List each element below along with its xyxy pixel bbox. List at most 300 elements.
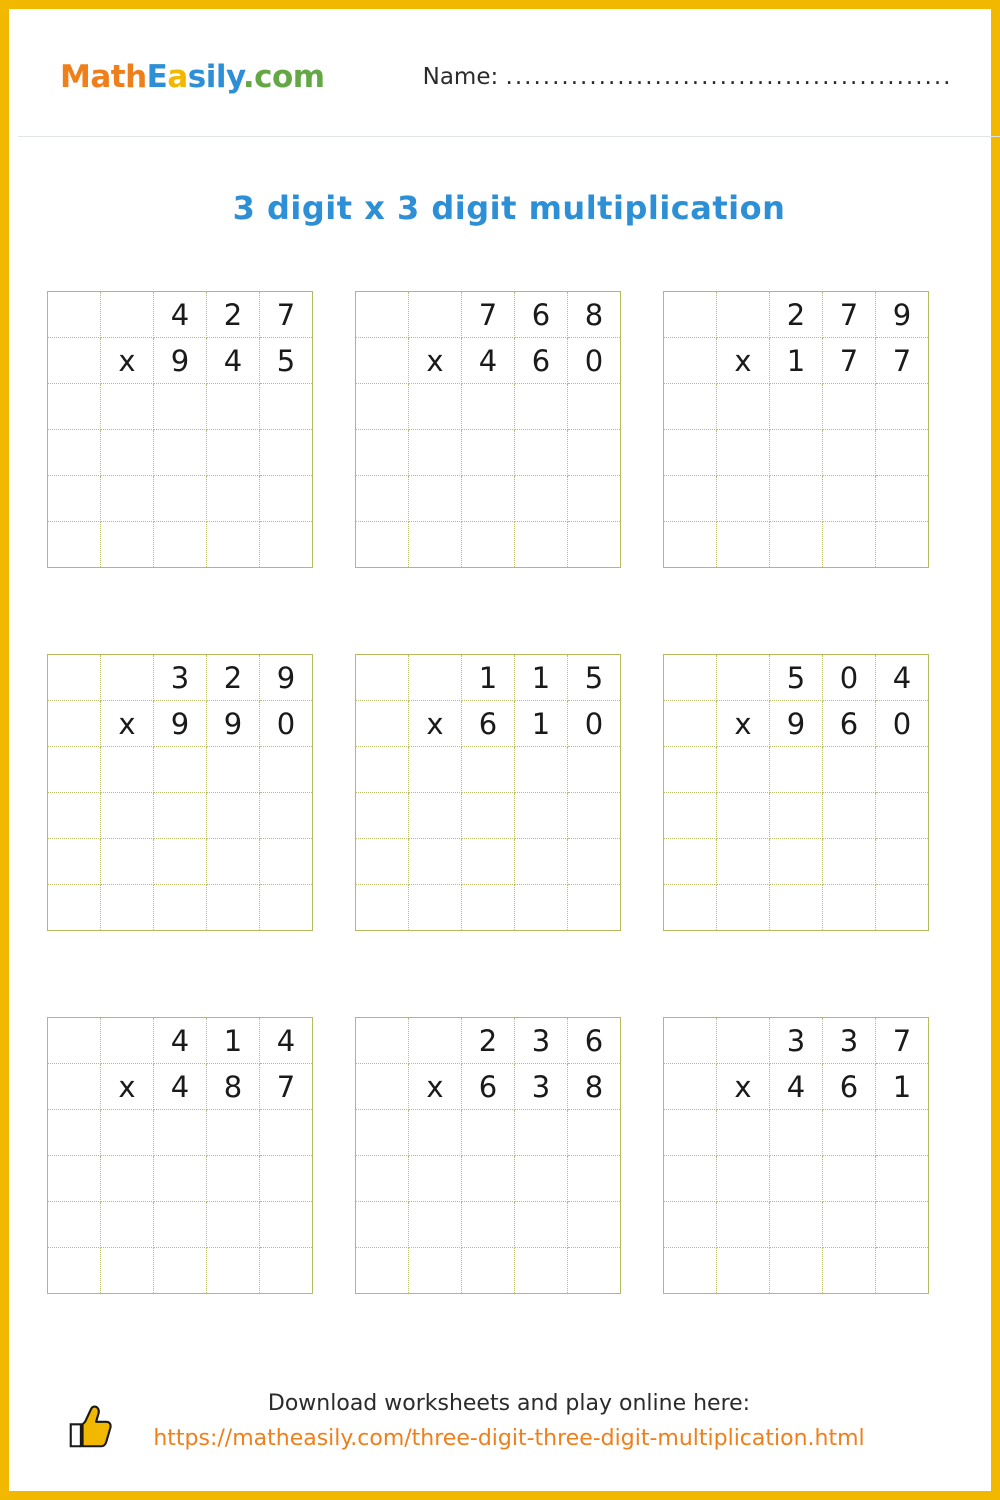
- digit: 4: [462, 338, 515, 384]
- answer-cell[interactable]: [515, 1248, 568, 1294]
- blank-cell: [717, 292, 770, 338]
- answer-cell[interactable]: [260, 1156, 313, 1202]
- answer-cell[interactable]: [717, 1156, 770, 1202]
- work-row[interactable]: [664, 384, 929, 430]
- answer-cell[interactable]: [207, 1248, 260, 1294]
- work-row[interactable]: [664, 747, 929, 793]
- answer-cell[interactable]: [154, 793, 207, 839]
- answer-cell[interactable]: [515, 1202, 568, 1248]
- answer-cell[interactable]: [356, 1110, 409, 1156]
- multiplicand-row: [664, 655, 929, 701]
- answer-cell[interactable]: [48, 1202, 101, 1248]
- answer-cell[interactable]: [664, 476, 717, 522]
- answer-cell[interactable]: [717, 1248, 770, 1294]
- answer-cell[interactable]: [876, 1202, 929, 1248]
- answer-cell[interactable]: [717, 793, 770, 839]
- answer-cell[interactable]: [515, 885, 568, 931]
- blank-cell: [48, 338, 101, 384]
- answer-cell[interactable]: [876, 885, 929, 931]
- answer-cell[interactable]: [876, 522, 929, 568]
- total-row[interactable]: [48, 1248, 313, 1294]
- work-row[interactable]: [356, 747, 621, 793]
- work-row[interactable]: [48, 476, 313, 522]
- digit: 5: [568, 655, 621, 701]
- answer-cell[interactable]: [770, 793, 823, 839]
- footer-link[interactable]: https://matheasily.com/three-digit-three-digit-multiplication.html: [153, 1426, 865, 1451]
- answer-cell[interactable]: [717, 747, 770, 793]
- digit: 7: [876, 338, 929, 384]
- digit: 1: [515, 701, 568, 747]
- problem-cell: [355, 654, 663, 931]
- answer-cell[interactable]: [101, 793, 154, 839]
- answer-cell[interactable]: [356, 1248, 409, 1294]
- problem-cell: [663, 654, 971, 931]
- digit: 1: [207, 1018, 260, 1064]
- multiplier-row: [664, 1064, 929, 1110]
- answer-cell[interactable]: [260, 1248, 313, 1294]
- answer-cell[interactable]: [568, 522, 621, 568]
- answer-cell[interactable]: [154, 1156, 207, 1202]
- work-row[interactable]: [48, 1156, 313, 1202]
- answer-cell[interactable]: [356, 839, 409, 885]
- work-row[interactable]: [48, 430, 313, 476]
- digit: 4: [876, 655, 929, 701]
- work-row[interactable]: [356, 793, 621, 839]
- answer-cell[interactable]: [356, 522, 409, 568]
- blank-cell: [664, 701, 717, 747]
- answer-cell[interactable]: [154, 747, 207, 793]
- answer-cell[interactable]: [823, 1110, 876, 1156]
- answer-cell[interactable]: [568, 885, 621, 931]
- multiplicand-row: [356, 655, 621, 701]
- problem-cell: [663, 1017, 971, 1294]
- answer-cell[interactable]: [770, 430, 823, 476]
- blank-cell: [48, 1064, 101, 1110]
- answer-cell[interactable]: [462, 476, 515, 522]
- answer-cell[interactable]: [770, 747, 823, 793]
- answer-cell[interactable]: [823, 747, 876, 793]
- digit: 3: [823, 1018, 876, 1064]
- blank-cell: [664, 338, 717, 384]
- answer-cell[interactable]: [356, 384, 409, 430]
- answer-cell[interactable]: [154, 476, 207, 522]
- answer-cell[interactable]: [154, 522, 207, 568]
- work-row[interactable]: [48, 839, 313, 885]
- blank-cell: [664, 655, 717, 701]
- answer-cell[interactable]: [260, 476, 313, 522]
- answer-cell[interactable]: [462, 1202, 515, 1248]
- answer-cell[interactable]: [154, 1248, 207, 1294]
- page-footer: [9, 1391, 1000, 1451]
- answer-cell[interactable]: [664, 839, 717, 885]
- answer-cell[interactable]: [717, 522, 770, 568]
- digit: 6: [515, 338, 568, 384]
- answer-cell[interactable]: [717, 476, 770, 522]
- answer-cell[interactable]: [515, 747, 568, 793]
- operator-cell: x: [101, 338, 154, 384]
- answer-cell[interactable]: [664, 522, 717, 568]
- multiplicand-row: [48, 292, 313, 338]
- problem-cell: [47, 1017, 355, 1294]
- answer-cell[interactable]: [462, 885, 515, 931]
- problem-2: [355, 291, 621, 568]
- answer-cell[interactable]: [515, 384, 568, 430]
- answer-cell[interactable]: [823, 1248, 876, 1294]
- answer-cell[interactable]: [462, 793, 515, 839]
- operator-cell: x: [717, 1064, 770, 1110]
- answer-cell[interactable]: [823, 476, 876, 522]
- answer-cell[interactable]: [409, 747, 462, 793]
- work-row[interactable]: [356, 839, 621, 885]
- answer-cell[interactable]: [876, 1156, 929, 1202]
- answer-cell[interactable]: [154, 384, 207, 430]
- answer-cell[interactable]: [876, 476, 929, 522]
- answer-cell[interactable]: [462, 839, 515, 885]
- operator-cell: x: [101, 701, 154, 747]
- logo-part-4: sily: [187, 59, 243, 95]
- operator-cell: x: [409, 338, 462, 384]
- work-row[interactable]: [356, 476, 621, 522]
- answer-cell[interactable]: [356, 430, 409, 476]
- multiplier-row: [664, 701, 929, 747]
- problem-cell: [355, 1017, 663, 1294]
- digit: 0: [260, 701, 313, 747]
- answer-cell[interactable]: [664, 1248, 717, 1294]
- multiplier-row: [48, 701, 313, 747]
- answer-cell[interactable]: [409, 839, 462, 885]
- blank-cell: [48, 701, 101, 747]
- digit: 2: [207, 292, 260, 338]
- blank-cell: [717, 655, 770, 701]
- answer-cell[interactable]: [101, 476, 154, 522]
- answer-cell[interactable]: [207, 1110, 260, 1156]
- work-row[interactable]: [356, 1110, 621, 1156]
- answer-cell[interactable]: [260, 522, 313, 568]
- answer-cell[interactable]: [823, 885, 876, 931]
- digit: 7: [462, 292, 515, 338]
- work-row[interactable]: [356, 1202, 621, 1248]
- answer-cell[interactable]: [260, 747, 313, 793]
- answer-cell[interactable]: [207, 1156, 260, 1202]
- answer-cell[interactable]: [207, 476, 260, 522]
- answer-cell[interactable]: [409, 476, 462, 522]
- answer-cell[interactable]: [462, 1110, 515, 1156]
- answer-cell[interactable]: [101, 885, 154, 931]
- logo-part-3: a: [167, 59, 188, 95]
- answer-cell[interactable]: [48, 384, 101, 430]
- work-row[interactable]: [664, 476, 929, 522]
- digit: 6: [568, 1018, 621, 1064]
- answer-cell[interactable]: [770, 885, 823, 931]
- multiplier-row: [356, 701, 621, 747]
- answer-cell[interactable]: [260, 793, 313, 839]
- answer-cell[interactable]: [207, 793, 260, 839]
- answer-cell[interactable]: [101, 430, 154, 476]
- answer-cell[interactable]: [260, 384, 313, 430]
- work-row[interactable]: [48, 747, 313, 793]
- answer-cell[interactable]: [823, 1156, 876, 1202]
- answer-cell[interactable]: [664, 1110, 717, 1156]
- answer-cell[interactable]: [568, 1156, 621, 1202]
- blank-cell: [356, 292, 409, 338]
- answer-cell[interactable]: [462, 747, 515, 793]
- answer-cell[interactable]: [462, 1248, 515, 1294]
- multiplicand-row: [664, 1018, 929, 1064]
- answer-cell[interactable]: [568, 1202, 621, 1248]
- answer-cell[interactable]: [462, 384, 515, 430]
- answer-cell[interactable]: [409, 793, 462, 839]
- answer-cell[interactable]: [515, 839, 568, 885]
- answer-cell[interactable]: [356, 1156, 409, 1202]
- answer-cell[interactable]: [462, 522, 515, 568]
- answer-cell[interactable]: [260, 1110, 313, 1156]
- answer-cell[interactable]: [515, 522, 568, 568]
- answer-cell[interactable]: [48, 885, 101, 931]
- total-row[interactable]: [356, 522, 621, 568]
- answer-cell[interactable]: [101, 839, 154, 885]
- problem-cell: [355, 291, 663, 568]
- work-row[interactable]: [48, 384, 313, 430]
- answer-cell[interactable]: [48, 793, 101, 839]
- total-row[interactable]: [48, 885, 313, 931]
- answer-cell[interactable]: [356, 793, 409, 839]
- multiplier-row: [664, 338, 929, 384]
- answer-cell[interactable]: [568, 839, 621, 885]
- answer-cell[interactable]: [568, 1248, 621, 1294]
- answer-cell[interactable]: [664, 885, 717, 931]
- digit: 4: [154, 1064, 207, 1110]
- answer-cell[interactable]: [568, 793, 621, 839]
- answer-cell[interactable]: [770, 839, 823, 885]
- problem-3: [663, 291, 929, 568]
- name-blank-line: ................................................: [505, 64, 953, 90]
- operator-cell: x: [717, 701, 770, 747]
- work-row[interactable]: [356, 430, 621, 476]
- answer-cell[interactable]: [409, 384, 462, 430]
- answer-cell[interactable]: [823, 430, 876, 476]
- answer-cell[interactable]: [515, 1110, 568, 1156]
- answer-cell[interactable]: [260, 885, 313, 931]
- blank-cell: [356, 655, 409, 701]
- name-field[interactable]: [423, 64, 953, 90]
- answer-cell[interactable]: [207, 1202, 260, 1248]
- answer-cell[interactable]: [207, 747, 260, 793]
- answer-cell[interactable]: [515, 1156, 568, 1202]
- answer-cell[interactable]: [409, 1110, 462, 1156]
- answer-cell[interactable]: [260, 839, 313, 885]
- multiplicand-row: [48, 655, 313, 701]
- work-row[interactable]: [356, 1156, 621, 1202]
- answer-cell[interactable]: [356, 476, 409, 522]
- answer-cell[interactable]: [101, 1248, 154, 1294]
- digit: 2: [462, 1018, 515, 1064]
- answer-cell[interactable]: [207, 384, 260, 430]
- answer-cell[interactable]: [462, 430, 515, 476]
- digit: 4: [207, 338, 260, 384]
- answer-cell[interactable]: [101, 1110, 154, 1156]
- answer-cell[interactable]: [207, 885, 260, 931]
- answer-cell[interactable]: [48, 747, 101, 793]
- problem-cell: [47, 654, 355, 931]
- answer-cell[interactable]: [770, 1248, 823, 1294]
- answer-cell[interactable]: [770, 1156, 823, 1202]
- answer-cell[interactable]: [356, 1202, 409, 1248]
- answer-cell[interactable]: [48, 1248, 101, 1294]
- answer-cell[interactable]: [48, 839, 101, 885]
- answer-cell[interactable]: [664, 1202, 717, 1248]
- answer-cell[interactable]: [823, 384, 876, 430]
- answer-cell[interactable]: [48, 430, 101, 476]
- answer-cell[interactable]: [664, 747, 717, 793]
- total-row[interactable]: [664, 885, 929, 931]
- answer-cell[interactable]: [462, 1156, 515, 1202]
- footer-text: Download worksheets and play online here:: [267, 1391, 751, 1416]
- answer-cell[interactable]: [48, 1110, 101, 1156]
- answer-cell[interactable]: [876, 384, 929, 430]
- answer-cell[interactable]: [207, 522, 260, 568]
- answer-cell[interactable]: [409, 1156, 462, 1202]
- total-row[interactable]: [356, 1248, 621, 1294]
- answer-cell[interactable]: [409, 522, 462, 568]
- answer-cell[interactable]: [717, 885, 770, 931]
- answer-cell[interactable]: [515, 476, 568, 522]
- answer-cell[interactable]: [876, 1248, 929, 1294]
- total-row[interactable]: [356, 885, 621, 931]
- answer-cell[interactable]: [154, 839, 207, 885]
- answer-cell[interactable]: [101, 1156, 154, 1202]
- total-row[interactable]: [664, 522, 929, 568]
- answer-cell[interactable]: [664, 384, 717, 430]
- work-row[interactable]: [664, 839, 929, 885]
- work-row[interactable]: [664, 1156, 929, 1202]
- answer-cell[interactable]: [823, 793, 876, 839]
- answer-cell[interactable]: [568, 747, 621, 793]
- answer-cell[interactable]: [568, 430, 621, 476]
- answer-cell[interactable]: [770, 522, 823, 568]
- digit: 6: [823, 701, 876, 747]
- digit: 4: [770, 1064, 823, 1110]
- answer-cell[interactable]: [101, 1202, 154, 1248]
- work-row[interactable]: [664, 1202, 929, 1248]
- work-row[interactable]: [48, 1202, 313, 1248]
- digit: 1: [876, 1064, 929, 1110]
- digit: 4: [154, 1018, 207, 1064]
- answer-cell[interactable]: [409, 1202, 462, 1248]
- digit: 5: [770, 655, 823, 701]
- work-row[interactable]: [48, 1110, 313, 1156]
- answer-cell[interactable]: [876, 793, 929, 839]
- problem-4: [47, 654, 313, 931]
- answer-cell[interactable]: [207, 839, 260, 885]
- answer-cell[interactable]: [770, 1110, 823, 1156]
- answer-cell[interactable]: [664, 793, 717, 839]
- answer-cell[interactable]: [717, 1110, 770, 1156]
- answer-cell[interactable]: [154, 1110, 207, 1156]
- digit: 6: [515, 292, 568, 338]
- answer-cell[interactable]: [101, 522, 154, 568]
- answer-cell[interactable]: [664, 430, 717, 476]
- work-row[interactable]: [356, 384, 621, 430]
- answer-cell[interactable]: [101, 384, 154, 430]
- answer-cell[interactable]: [409, 1248, 462, 1294]
- answer-cell[interactable]: [409, 430, 462, 476]
- work-row[interactable]: [48, 793, 313, 839]
- answer-cell[interactable]: [356, 885, 409, 931]
- answer-cell[interactable]: [48, 476, 101, 522]
- answer-cell[interactable]: [770, 476, 823, 522]
- logo-part-2: E: [146, 59, 168, 95]
- work-row[interactable]: [664, 430, 929, 476]
- answer-cell[interactable]: [101, 747, 154, 793]
- blank-cell: [409, 1018, 462, 1064]
- answer-cell[interactable]: [876, 1110, 929, 1156]
- blank-cell: [356, 1018, 409, 1064]
- answer-cell[interactable]: [154, 885, 207, 931]
- answer-cell[interactable]: [717, 384, 770, 430]
- answer-cell[interactable]: [717, 839, 770, 885]
- blank-cell: [48, 655, 101, 701]
- blank-cell: [48, 1018, 101, 1064]
- total-row[interactable]: [48, 522, 313, 568]
- answer-cell[interactable]: [260, 1202, 313, 1248]
- answer-cell[interactable]: [876, 747, 929, 793]
- digit: 6: [462, 701, 515, 747]
- digit: 6: [823, 1064, 876, 1110]
- answer-cell[interactable]: [770, 384, 823, 430]
- answer-cell[interactable]: [823, 522, 876, 568]
- answer-cell[interactable]: [664, 1156, 717, 1202]
- multiplier-row: [48, 1064, 313, 1110]
- answer-cell[interactable]: [515, 430, 568, 476]
- digit: 9: [154, 701, 207, 747]
- digit: 7: [823, 292, 876, 338]
- answer-cell[interactable]: [876, 839, 929, 885]
- blank-cell: [356, 1064, 409, 1110]
- answer-cell[interactable]: [409, 885, 462, 931]
- answer-cell[interactable]: [823, 1202, 876, 1248]
- answer-cell[interactable]: [260, 430, 313, 476]
- answer-cell[interactable]: [568, 1110, 621, 1156]
- problem-grid: [47, 291, 972, 1294]
- multiplicand-row: [356, 1018, 621, 1064]
- digit: 1: [770, 338, 823, 384]
- answer-cell[interactable]: [48, 522, 101, 568]
- work-row[interactable]: [664, 1110, 929, 1156]
- answer-cell[interactable]: [356, 747, 409, 793]
- blank-cell: [101, 1018, 154, 1064]
- page-header: [18, 18, 1000, 137]
- answer-cell[interactable]: [568, 384, 621, 430]
- digit: 2: [207, 655, 260, 701]
- answer-cell[interactable]: [717, 430, 770, 476]
- answer-cell[interactable]: [154, 1202, 207, 1248]
- answer-cell[interactable]: [876, 430, 929, 476]
- blank-cell: [664, 292, 717, 338]
- digit: 8: [568, 1064, 621, 1110]
- answer-cell[interactable]: [154, 430, 207, 476]
- total-row[interactable]: [664, 1248, 929, 1294]
- answer-cell[interactable]: [770, 1202, 823, 1248]
- answer-cell[interactable]: [717, 1202, 770, 1248]
- answer-cell[interactable]: [48, 1156, 101, 1202]
- answer-cell[interactable]: [207, 430, 260, 476]
- answer-cell[interactable]: [568, 476, 621, 522]
- operator-cell: x: [101, 1064, 154, 1110]
- work-row[interactable]: [664, 793, 929, 839]
- problem-row: [47, 654, 972, 931]
- answer-cell[interactable]: [515, 793, 568, 839]
- answer-cell[interactable]: [823, 839, 876, 885]
